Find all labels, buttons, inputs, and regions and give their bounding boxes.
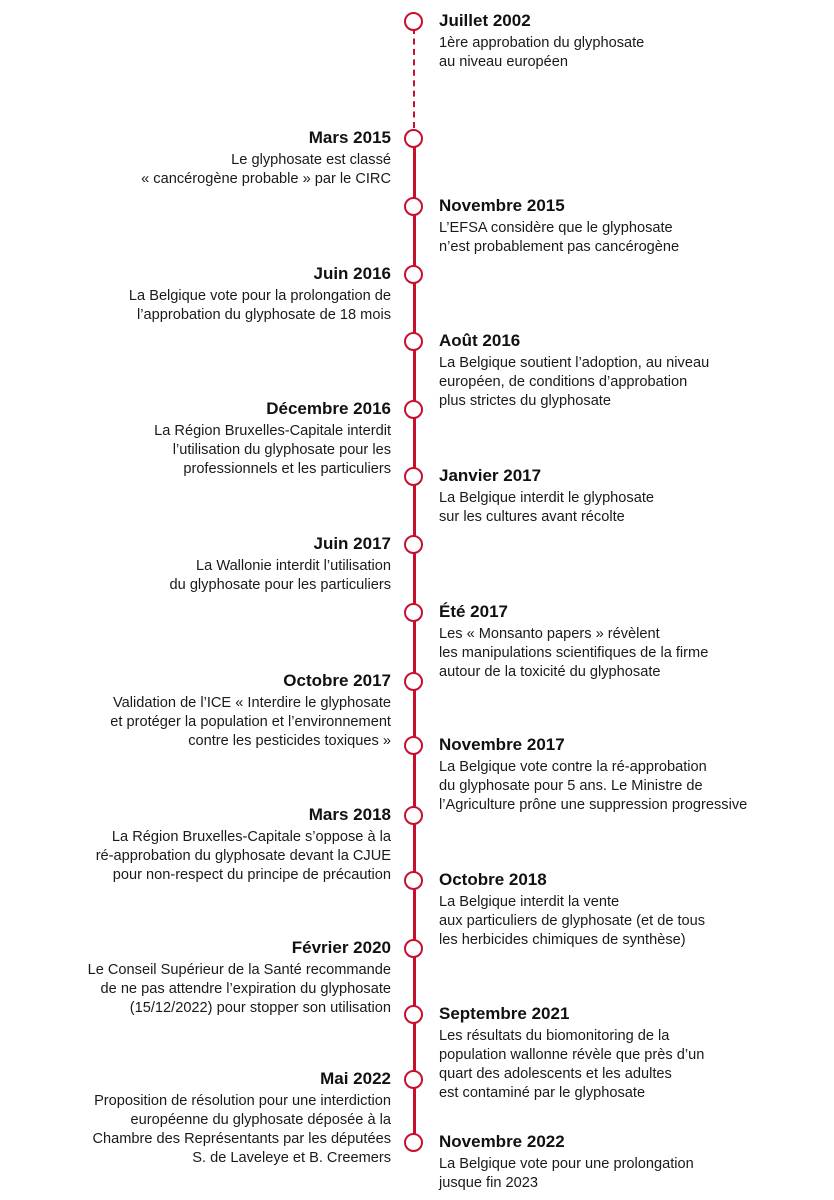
timeline-event <box>439 466 829 527</box>
event-description-line: Les « Monsanto papers » révèlent <box>439 626 660 642</box>
event-description-line: (15/12/2022) pour stopper son utilisation <box>129 1000 391 1016</box>
timeline-event <box>439 602 829 682</box>
event-description-line: Le Conseil Supérieur de la Santé recommande <box>87 962 391 978</box>
timeline-dashed-segment <box>413 28 415 128</box>
timeline-event <box>0 1069 391 1168</box>
timeline-event <box>0 938 391 1018</box>
event-description-line: 1ère approbation du glyphosate <box>439 35 645 51</box>
event-description-line: les manipulations scientifiques de la firme <box>439 645 709 661</box>
event-description-line: plus strictes du glyphosate <box>439 393 611 409</box>
event-description-line: du glyphosate pour les particuliers <box>169 577 391 593</box>
event-description-line: est contaminé par le glyphosate <box>439 1085 646 1101</box>
timeline-event <box>439 1004 829 1103</box>
event-description-line: Les résultats du biomonitoring de la <box>439 1028 670 1044</box>
event-date: Août 2016 <box>439 331 521 350</box>
event-description <box>439 354 829 411</box>
event-description-line: au niveau européen <box>439 54 569 70</box>
timeline-node <box>404 871 423 890</box>
event-description-line: pour non-respect du principe de précaution <box>112 867 391 883</box>
event-date: Mars 2015 <box>308 128 391 147</box>
event-description-line: autour de la toxicité du glyphosate <box>439 664 661 680</box>
event-description-line: Validation de l’ICE « Interdire le glyphosate <box>113 695 391 711</box>
timeline-node <box>404 197 423 216</box>
event-description-line: Chambre des Représentants par les députées <box>92 1131 391 1147</box>
event-date: Juin 2016 <box>313 264 391 283</box>
timeline-event <box>439 1132 829 1193</box>
timeline-event <box>0 805 391 885</box>
event-description <box>439 1155 829 1193</box>
event-description-line: L’EFSA considère que le glyphosate <box>439 220 673 236</box>
event-description-line: sur les cultures avant récolte <box>439 509 625 525</box>
event-description-line: La Région Bruxelles-Capitale s’oppose à la <box>111 829 391 845</box>
timeline-node <box>404 806 423 825</box>
event-description-line: Proposition de résolution pour une interdiction <box>94 1093 391 1109</box>
event-description-line: aux particuliers de glyphosate (et de tous <box>439 913 706 929</box>
event-description-line: La Belgique soutient l’adoption, au niveau <box>439 355 710 371</box>
event-description <box>439 758 829 815</box>
timeline-event <box>439 870 829 950</box>
event-description-line: La Belgique vote pour une prolongation <box>439 1156 694 1172</box>
event-date: Mai 2022 <box>320 1069 391 1088</box>
event-description <box>0 287 391 325</box>
event-date: Février 2020 <box>291 938 391 957</box>
timeline-node <box>404 603 423 622</box>
timeline-node <box>404 939 423 958</box>
event-description-line: Le glyphosate est classé <box>231 152 391 168</box>
event-description <box>439 1027 829 1103</box>
event-description-line: l’approbation du glyphosate de 18 mois <box>137 307 391 323</box>
timeline-event <box>0 534 391 595</box>
event-description <box>0 557 391 595</box>
timeline-event <box>439 735 829 815</box>
event-description <box>0 151 391 189</box>
event-description-line: La Belgique vote pour la prolongation de <box>128 288 391 304</box>
event-description-line: La Belgique vote contre la ré-approbation <box>439 759 707 775</box>
timeline-node <box>404 129 423 148</box>
timeline-event <box>0 128 391 189</box>
event-description-line: n’est probablement pas cancérogène <box>439 239 680 255</box>
timeline-node <box>404 672 423 691</box>
event-date: Novembre 2017 <box>439 735 565 754</box>
event-date: Octobre 2017 <box>283 671 391 690</box>
event-description-line: La Belgique interdit le glyphosate <box>439 490 655 506</box>
event-description-line: contre les pesticides toxiques » <box>188 733 391 749</box>
event-description-line: quart des adolescents et les adultes <box>439 1066 672 1082</box>
event-description-line: l’utilisation du glyphosate pour les <box>172 442 391 458</box>
event-description-line: population wallonne révèle que près d’un <box>439 1047 705 1063</box>
event-date: Décembre 2016 <box>266 399 391 418</box>
event-description-line: professionnels et les particuliers <box>183 461 391 477</box>
event-description-line: « cancérogène probable » par le CIRC <box>141 171 391 187</box>
event-description-line: et protéger la population et l’environnement <box>110 714 391 730</box>
event-description <box>439 893 829 950</box>
timeline-event <box>0 399 391 479</box>
timeline-node <box>404 1133 423 1152</box>
event-description <box>0 422 391 479</box>
event-description-line: ré-approbation du glyphosate devant la CJUE <box>95 848 391 864</box>
event-description <box>0 1092 391 1168</box>
event-description-line: européenne du glyphosate déposée à la <box>130 1112 391 1128</box>
timeline-event <box>0 671 391 751</box>
event-date: Novembre 2022 <box>439 1132 565 1151</box>
event-description-line: l’Agriculture prône une suppression progressive <box>439 797 748 813</box>
timeline-event <box>0 264 391 325</box>
event-description <box>0 961 391 1018</box>
event-description <box>0 694 391 751</box>
event-description <box>439 489 829 527</box>
event-description-line: de ne pas attendre l’expiration du glyphosate <box>100 981 391 997</box>
timeline-node <box>404 1005 423 1024</box>
event-date: Septembre 2021 <box>439 1004 570 1023</box>
event-description <box>0 828 391 885</box>
timeline-node <box>404 12 423 31</box>
timeline-node <box>404 400 423 419</box>
event-date: Octobre 2018 <box>439 870 547 889</box>
event-description <box>439 219 829 257</box>
event-date: Mars 2018 <box>308 805 391 824</box>
event-date: Juin 2017 <box>313 534 391 553</box>
timeline-node <box>404 265 423 284</box>
event-description-line: du glyphosate pour 5 ans. Le Ministre de <box>439 778 703 794</box>
event-description-line: La Belgique interdit la vente <box>439 894 620 910</box>
timeline-event <box>439 11 829 72</box>
event-description <box>439 34 829 72</box>
event-description-line: La Région Bruxelles-Capitale interdit <box>154 423 391 439</box>
timeline-node <box>404 332 423 351</box>
event-description-line: S. de Laveleye et B. Creemers <box>192 1150 391 1166</box>
timeline-node <box>404 1070 423 1089</box>
timeline-node <box>404 535 423 554</box>
event-description <box>439 625 829 682</box>
timeline-event <box>439 196 829 257</box>
event-description-line: La Wallonie interdit l’utilisation <box>196 558 391 574</box>
event-description-line: européen, de conditions d’approbation <box>439 374 688 390</box>
event-description-line: les herbicides chimiques de synthèse) <box>439 932 686 948</box>
timeline-node <box>404 736 423 755</box>
timeline-node <box>404 467 423 486</box>
event-date: Novembre 2015 <box>439 196 565 215</box>
event-date: Janvier 2017 <box>439 466 542 485</box>
timeline-event <box>439 331 829 411</box>
timeline-axis <box>413 138 416 1148</box>
event-date: Été 2017 <box>439 602 508 621</box>
event-date: Juillet 2002 <box>439 11 531 30</box>
event-description-line: jusque fin 2023 <box>439 1175 538 1191</box>
